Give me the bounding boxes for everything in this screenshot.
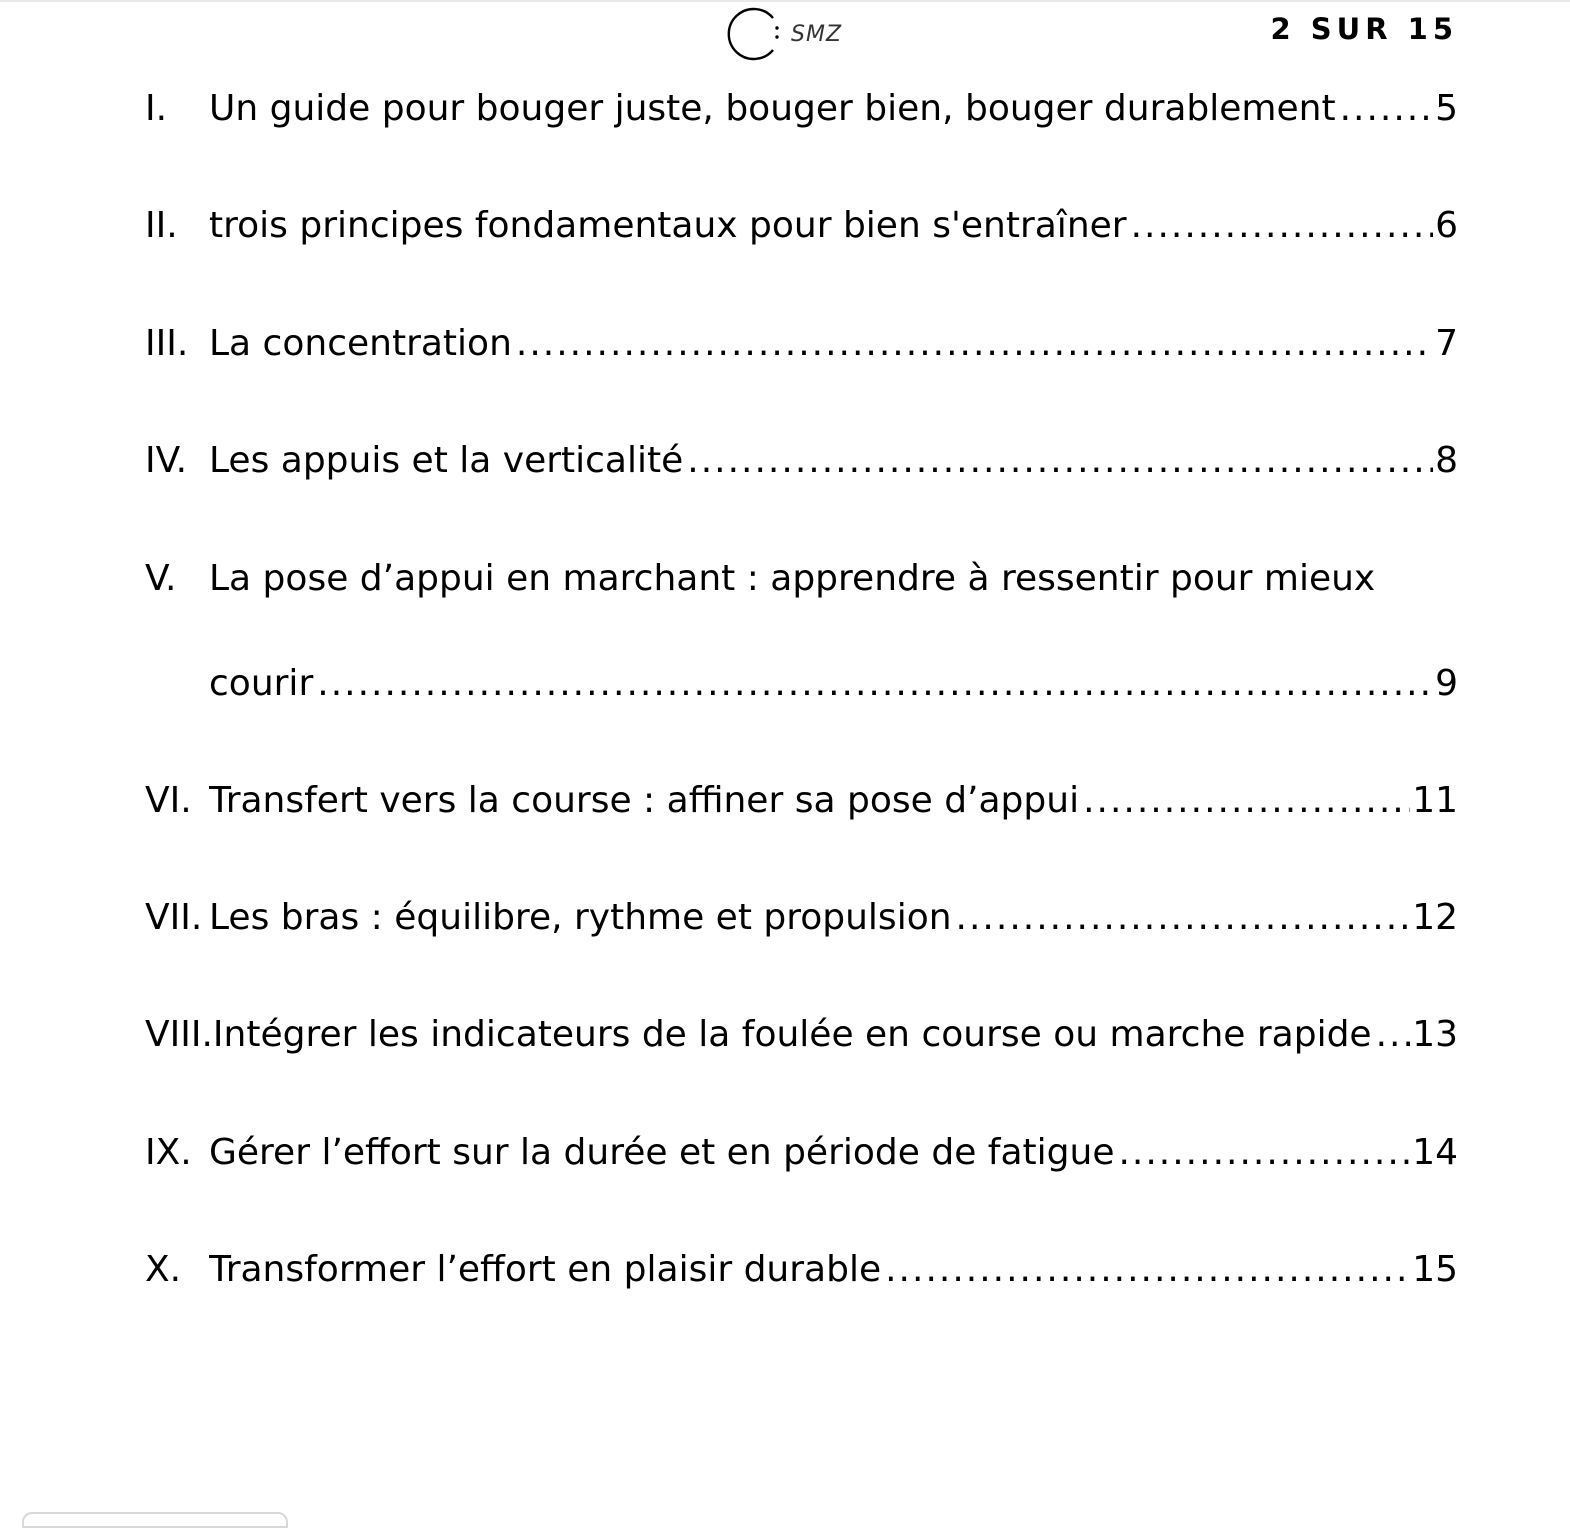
toc-dot-leader	[1118, 1118, 1410, 1188]
toc-entry-title: Les bras : équilibre, rythme et propulsion	[209, 896, 952, 938]
toc-entry-number: VIII.	[145, 1014, 213, 1056]
toc-entry-9[interactable]	[145, 1118, 1458, 1235]
toc-entry-10[interactable]	[145, 1235, 1458, 1352]
bottom-tab-handle[interactable]	[22, 1512, 288, 1528]
toc-entry-number: X.	[145, 1249, 182, 1291]
toc-entry-page: 13	[1412, 1014, 1458, 1056]
toc-dot-leader	[1131, 191, 1434, 261]
toc-entry-number: IX.	[145, 1131, 192, 1173]
toc-entry-number: V.	[145, 557, 177, 599]
toc-dot-leader	[1083, 766, 1410, 836]
toc-entry-title: Un guide pour bouger juste, bouger bien, bouger durablement	[209, 88, 1336, 129]
smz-logo	[724, 6, 854, 66]
toc-entry-title: Intégrer les indicateurs de la foulée en course ou marche rapide	[212, 1014, 1372, 1056]
logo-text: SMZ	[791, 22, 843, 47]
toc-entry-title: La concentration	[209, 322, 512, 364]
toc-entry-title: Transfert vers la course : affiner sa pose d’appui	[209, 779, 1080, 821]
toc-entry-title: Gérer l’effort sur la durée et en période de fatigue	[209, 1131, 1115, 1173]
toc-entry-page: 9	[1435, 662, 1458, 704]
toc-entry-title: Les appuis et la verticalité	[209, 440, 684, 482]
toc-dot-leader	[1340, 74, 1434, 144]
toc-entry-page: 14	[1412, 1131, 1458, 1173]
toc-entry-page: 8	[1435, 440, 1458, 482]
toc-entry-number: VII.	[145, 896, 203, 938]
toc-entry-4[interactable]	[145, 426, 1458, 543]
toc-entry-number: IV.	[145, 440, 188, 482]
toc-dot-leader	[885, 1235, 1410, 1305]
toc-entry-page: 6	[1435, 205, 1458, 247]
toc-entry-2[interactable]	[145, 191, 1458, 308]
page-number: 2 SUR 15	[1270, 12, 1458, 46]
toc-entry-number: I.	[145, 88, 168, 129]
toc-entry-number: III.	[145, 322, 189, 364]
toc-dot-leader	[956, 883, 1411, 953]
toc-entry-page: 11	[1412, 779, 1458, 821]
toc-entry-page: 15	[1412, 1249, 1458, 1291]
toc-dot-leader	[317, 649, 1433, 719]
smz-logo-mark-icon	[724, 6, 786, 66]
toc-entry-number: VI.	[145, 779, 192, 821]
toc-entry-8[interactable]	[145, 1000, 1458, 1117]
toc-entry-title-line2: courir	[209, 662, 314, 704]
toc-entry-3[interactable]	[145, 309, 1458, 426]
toc-entry-1[interactable]	[145, 74, 1458, 191]
table-of-contents	[145, 74, 1458, 1353]
toc-entry-number: II.	[145, 205, 178, 247]
toc-entry-title: Transformer l’effort en plaisir durable	[209, 1249, 882, 1291]
toc-dot-leader	[516, 309, 1433, 379]
page-top-border	[0, 0, 1570, 2]
toc-entry-7[interactable]	[145, 883, 1458, 1000]
toc-dot-leader	[687, 426, 1433, 496]
toc-entry-page: 7	[1435, 322, 1458, 364]
toc-entry-page: 5	[1435, 88, 1458, 129]
toc-dot-leader	[1376, 1000, 1411, 1070]
toc-entry-title-line1: La pose d’appui en marchant : apprendre à ressentir pour mieux	[209, 557, 1376, 599]
toc-entry-page: 12	[1412, 896, 1458, 938]
toc-entry-title: trois principes fondamentaux pour bien s'entraîner	[209, 205, 1127, 247]
toc-entry-6[interactable]	[145, 766, 1458, 883]
toc-entry-5[interactable]	[145, 544, 1458, 766]
